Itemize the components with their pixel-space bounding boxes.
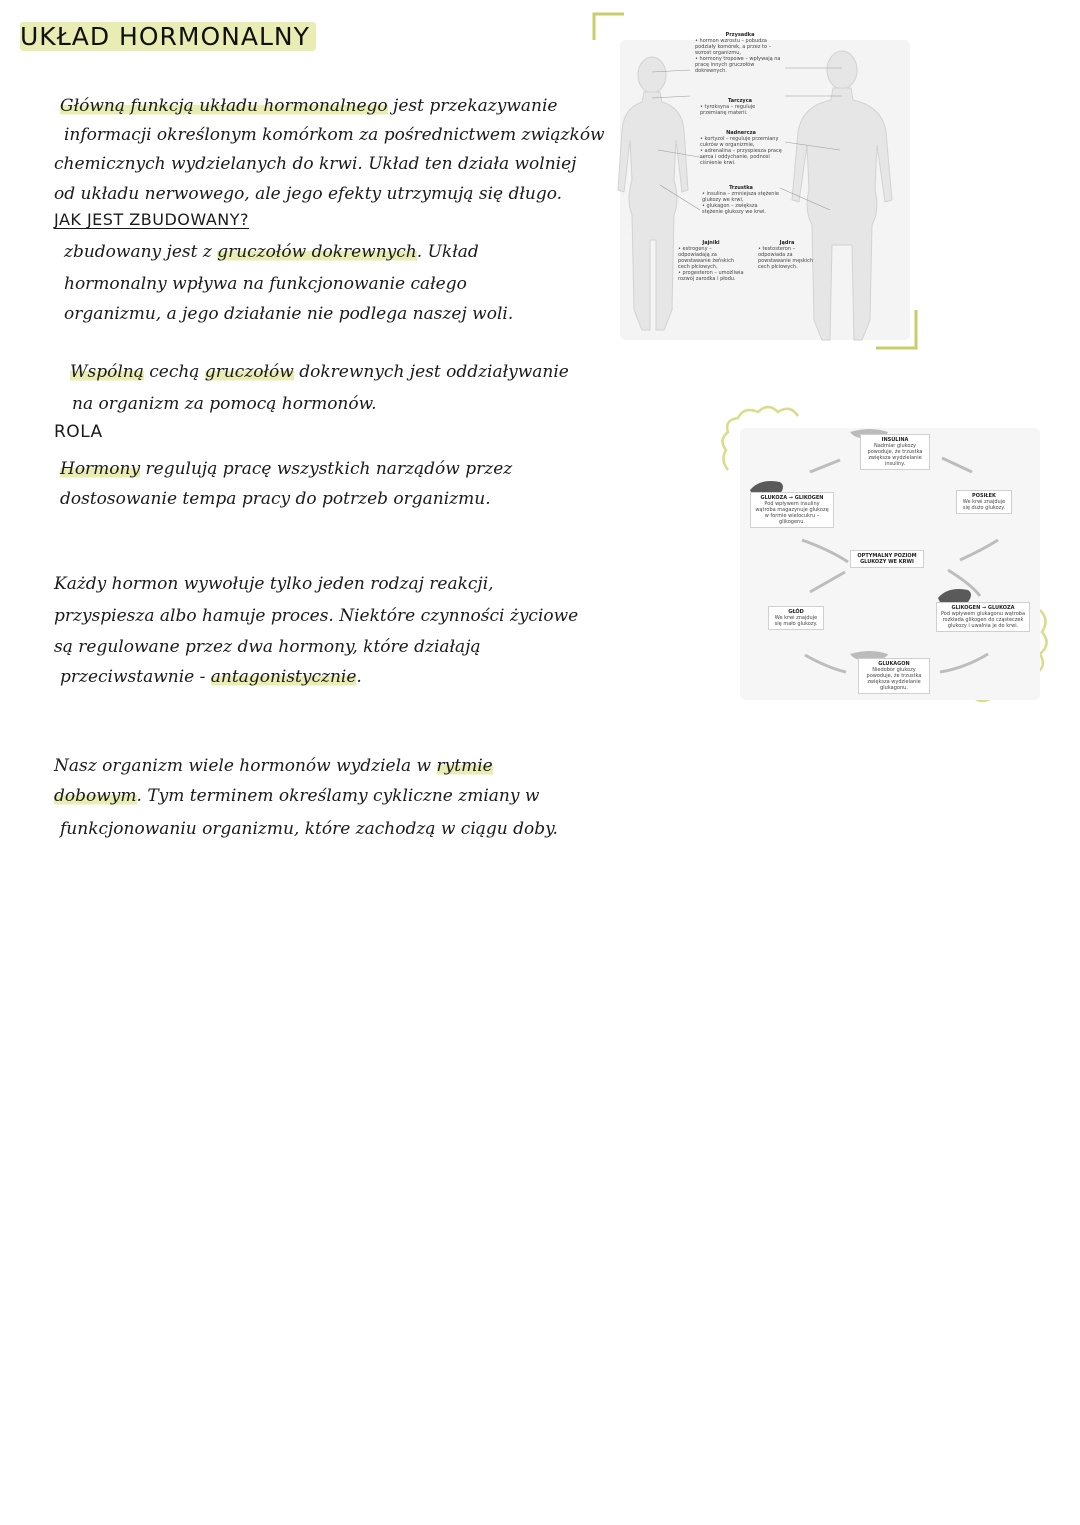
glucose-cycle-figure [710,400,1050,720]
endocrine-body-figure [590,10,930,355]
box-glukoza-glikogen: GLUKOZA → GLIKOGEN Pod wpływem insuliny wątroba magazynuje glukozę w formie wielocukru – glikogenu. [750,492,834,528]
box-glikogen-glukoza: GLIKOGEN → GLUKOZA Pod wpływem glukagonu wątroba rozkłada glikogen do cząsteczek glukozy i uwalnia je do krwi. [936,602,1030,632]
each-line-4: przeciwstawnie - antagonistycznie. [60,667,362,687]
intro-line-1: Główną funkcją układu hormonalnego jest przekazywanie [60,96,558,116]
page-title: UKŁAD HORMONALNY [20,22,316,51]
build-line-1: zbudowany jest z gruczołów dokrewnych. Układ [64,242,479,262]
label-trzustka: Trzustka • insulina – zmniejsza stężenie glukozy we krwi, • glukagon – zwiększa stężenie glukozy we krwi. [702,185,779,215]
label-nadnercza: Nadnercza • kortyzol – reguluje przemiany cukrów w organizmie, • adrenalina – przyspiesza pracę serca i oddychanie, podnosi ciśnienie krwi. [700,130,782,166]
role-line-2: dostosowanie tempa pracy do potrzeb organizmu. [60,489,491,509]
intro-line-2: informacji określonym komórkom za pośrednictwem związków [64,125,605,145]
label-tarczyca: Tarczyca • tyroksyna – reguluje przemianę materii. [700,98,756,116]
label-jadra: Jądra • testosteron – odpowiada za powstawanie męskich cech płciowych. [758,240,814,270]
rhythm-line-3: funkcjonowaniu organizmu, które zachodzą w ciągu doby. [60,819,558,839]
bracket-top-left [594,14,624,40]
box-insulina: INSULINA Nadmiar glukozy powoduje, że trzustka zwiększa wydzielanie insuliny. [860,434,930,470]
box-glukagon: GLUKAGON Niedobór glukozy powoduje, że trzustka zwiększa wydzielanie glukagonu. [858,658,930,694]
build-line-2: hormonalny wpływa na funkcjonowanie całego [64,274,467,294]
intro-line-3: chemicznych wydzielanych do krwi. Układ ten działa wolniej [54,154,577,174]
heading-build: JAK JEST ZBUDOWANY? [54,210,249,229]
box-glod: GŁÓD We krwi znajduje się mało glukozy. [768,606,824,630]
intro-line-4: od układu nerwowego, ale jego efekty utrzymują się długo. [54,184,563,204]
label-przysadka: Przysadka • hormon wzrostu – pobudza podziały komórek, a przez to – wzrost organizmu, • hormony tropowe – wpływają na pracę innych gruczołów dokrewnych. [695,32,781,74]
common-line-1: Wspólną cechą gruczołów dokrewnych jest oddziaływanie [70,362,569,382]
heading-role: ROLA [54,422,103,442]
box-posilek: POSIŁEK We krwi znajduje się dużo glukozy. [956,490,1012,514]
build-line-3: organizmu, a jego działanie nie podlega naszej woli. [64,304,514,324]
role-line-1: Hormony regulują pracę wszystkich narządów przez [60,459,513,479]
each-line-2: przyspiesza albo hamuje proces. Niektóre czynności życiowe [54,606,579,626]
each-line-3: są regulowane przez dwa hormony, które działają [54,637,481,657]
label-jajniki: Jajniki • estrogeny – odpowiadają za powstawanie żeńskich cech płciowych, • progesteron – umożliwia rozwój zarodka i płodu. [678,240,744,282]
rhythm-line-1: Nasz organizm wiele hormonów wydziela w rytmie [54,756,493,776]
rhythm-line-2: dobowym. Tym terminem określamy cykliczne zmiany w [54,786,540,806]
box-optymalny: OPTYMALNY POZIOM GLUKOZY WE KRWI [850,550,924,568]
each-line-1: Każdy hormon wywołuje tylko jeden rodzaj reakcji, [54,574,494,594]
common-line-2: na organizm za pomocą hormonów. [72,394,377,414]
